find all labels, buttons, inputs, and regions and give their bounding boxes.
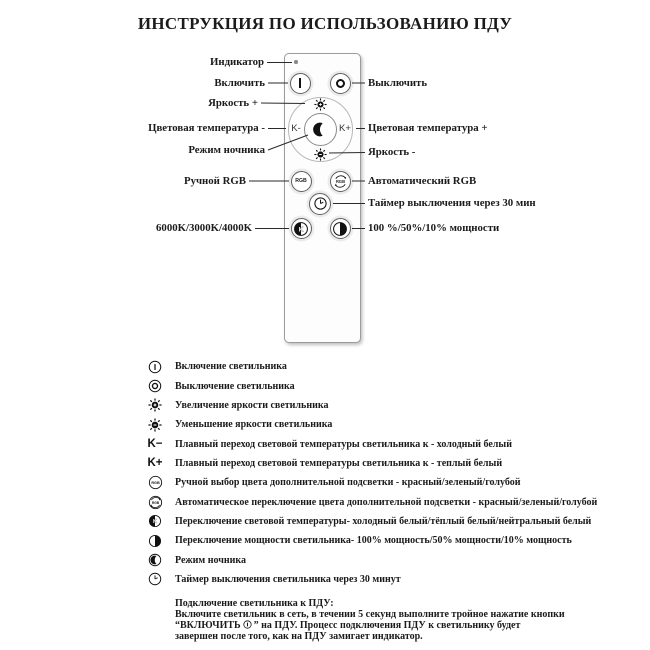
pairing-line-2: Включите светильник в сеть, в течении 5 секунд выполните тройное нажатие кнопки bbox=[175, 609, 565, 620]
pairing-line-3 bbox=[175, 620, 565, 631]
brightness-up-icon bbox=[146, 398, 164, 412]
k-plus-symbol: K+ bbox=[147, 457, 163, 470]
legend-row bbox=[146, 454, 597, 473]
brightness-up-icon bbox=[314, 98, 327, 111]
svg-text:RGB: RGB bbox=[150, 481, 160, 486]
pairing-line-3-prefix: “ВКЛЮЧИТЬ bbox=[175, 620, 241, 631]
legend-row bbox=[146, 492, 597, 511]
label-rgb-auto: Автоматический RGB bbox=[368, 174, 477, 187]
rgb-auto-button bbox=[330, 171, 351, 192]
power-off-icon bbox=[146, 379, 164, 393]
rgb-manual-icon bbox=[146, 475, 164, 490]
power-off-button bbox=[330, 73, 351, 94]
svg-text:RGB: RGB bbox=[335, 178, 345, 184]
label-color-temp-plus: Цветовая температура + bbox=[368, 122, 488, 134]
legend-row bbox=[146, 531, 597, 550]
pairing-line-1: Подключение светильника к ПДУ: bbox=[175, 598, 334, 609]
indicator-dot bbox=[294, 60, 298, 64]
label-power-off: Выключить bbox=[368, 76, 428, 89]
color-temp-minus-label: K- bbox=[291, 123, 301, 134]
svg-text:RGB: RGB bbox=[151, 500, 159, 505]
legend-row bbox=[146, 512, 597, 531]
power-on-icon bbox=[299, 78, 301, 88]
power-on-button bbox=[290, 73, 311, 94]
legend-row bbox=[146, 570, 597, 589]
label-brightness-down: Яркость - bbox=[368, 146, 416, 158]
label-rgb-manual: Ручной RGB bbox=[183, 174, 246, 187]
power-on-icon bbox=[243, 620, 252, 629]
legend-row bbox=[146, 357, 597, 376]
legend-label: Выключение светильника bbox=[175, 380, 295, 392]
page-title: ИНСТРУКЦИЯ ПО ИСПОЛЬЗОВАНИЮ ПДУ bbox=[137, 14, 513, 33]
legend-label: Плавный переход световой температуры светильника к - теплый белый bbox=[175, 457, 503, 469]
label-brightness-up: Яркость + bbox=[208, 96, 258, 109]
legend-label: Увеличение яркости светильника bbox=[175, 399, 329, 411]
pairing-line-4: завершен после того, как на ПДУ замигает индикатор. bbox=[175, 631, 423, 642]
legend-row bbox=[146, 434, 597, 453]
legend-row bbox=[146, 376, 597, 395]
legend-label: Уменьшение яркости светильника bbox=[175, 419, 333, 431]
label-timer: Таймер выключения через 30 мин bbox=[368, 197, 536, 209]
color-temp-toggle-button bbox=[291, 218, 312, 239]
brightness-down-icon bbox=[314, 148, 327, 161]
svg-text:K: K bbox=[152, 519, 158, 526]
legend-row bbox=[146, 415, 597, 434]
timer-icon bbox=[313, 196, 328, 211]
legend-label: Автоматическое переключение цвета дополнительной подсветки - красный/зеленый/голубой bbox=[175, 496, 598, 508]
label-color-temp-presets: 6000K/3000K/4000K bbox=[156, 222, 252, 234]
timer-icon bbox=[146, 572, 164, 586]
legend-row bbox=[146, 550, 597, 569]
night-mode-button bbox=[304, 113, 337, 146]
night-mode-icon bbox=[146, 553, 164, 567]
color-temp-plus-label: K+ bbox=[339, 123, 351, 134]
legend-label: Таймер выключения светильника через 30 минут bbox=[175, 573, 401, 585]
legend-label: Переключение световой температуры- холодный белый/тёплый белый/нейтральный белый bbox=[175, 515, 592, 527]
label-color-temp-minus: Цветовая температура - bbox=[148, 122, 265, 134]
pairing-line-3-suffix: ” на ПДУ. Процесс подключения ПДУ к светильнику будет bbox=[253, 620, 521, 631]
rgb-auto-icon bbox=[332, 173, 349, 190]
legend-row bbox=[146, 473, 597, 492]
pairing-instructions bbox=[175, 598, 565, 642]
rgb-manual-button bbox=[291, 171, 312, 192]
power-level-toggle-icon bbox=[146, 534, 164, 548]
brightness-down-icon bbox=[146, 418, 164, 432]
color-temp-toggle-icon bbox=[146, 514, 164, 528]
power-on-icon bbox=[146, 360, 164, 374]
rgb-manual-icon: RGB bbox=[295, 178, 307, 184]
timer-button bbox=[309, 193, 331, 215]
moon-icon bbox=[311, 120, 330, 139]
power-level-toggle-icon bbox=[332, 221, 348, 237]
label-indicator: Индикатор bbox=[209, 56, 264, 68]
legend-list bbox=[146, 357, 597, 589]
legend-label: Переключение мощности светильника- 100% мощность/50% мощности/10% мощность bbox=[175, 535, 572, 547]
label-night-mode: Режим ночника bbox=[188, 144, 265, 156]
power-level-toggle-button bbox=[330, 218, 351, 239]
legend-label: Включение светильника bbox=[175, 361, 287, 373]
k-minus-symbol: K− bbox=[147, 438, 163, 451]
label-power-levels: 100 %/50%/10% мощности bbox=[368, 222, 500, 234]
svg-text:K: K bbox=[298, 225, 304, 233]
power-off-icon bbox=[336, 79, 345, 88]
legend-row bbox=[146, 396, 597, 415]
rgb-auto-icon bbox=[146, 495, 164, 510]
color-temp-toggle-icon bbox=[293, 221, 309, 237]
legend-label: Плавный переход световой температуры светильника к - холодный белый bbox=[175, 438, 512, 450]
legend-label: Режим ночника bbox=[175, 554, 247, 566]
legend-label: Ручной выбор цвета дополнительной подсветки - красный/зеленый/голубой bbox=[175, 477, 521, 489]
label-power-on: Включить bbox=[214, 76, 265, 89]
